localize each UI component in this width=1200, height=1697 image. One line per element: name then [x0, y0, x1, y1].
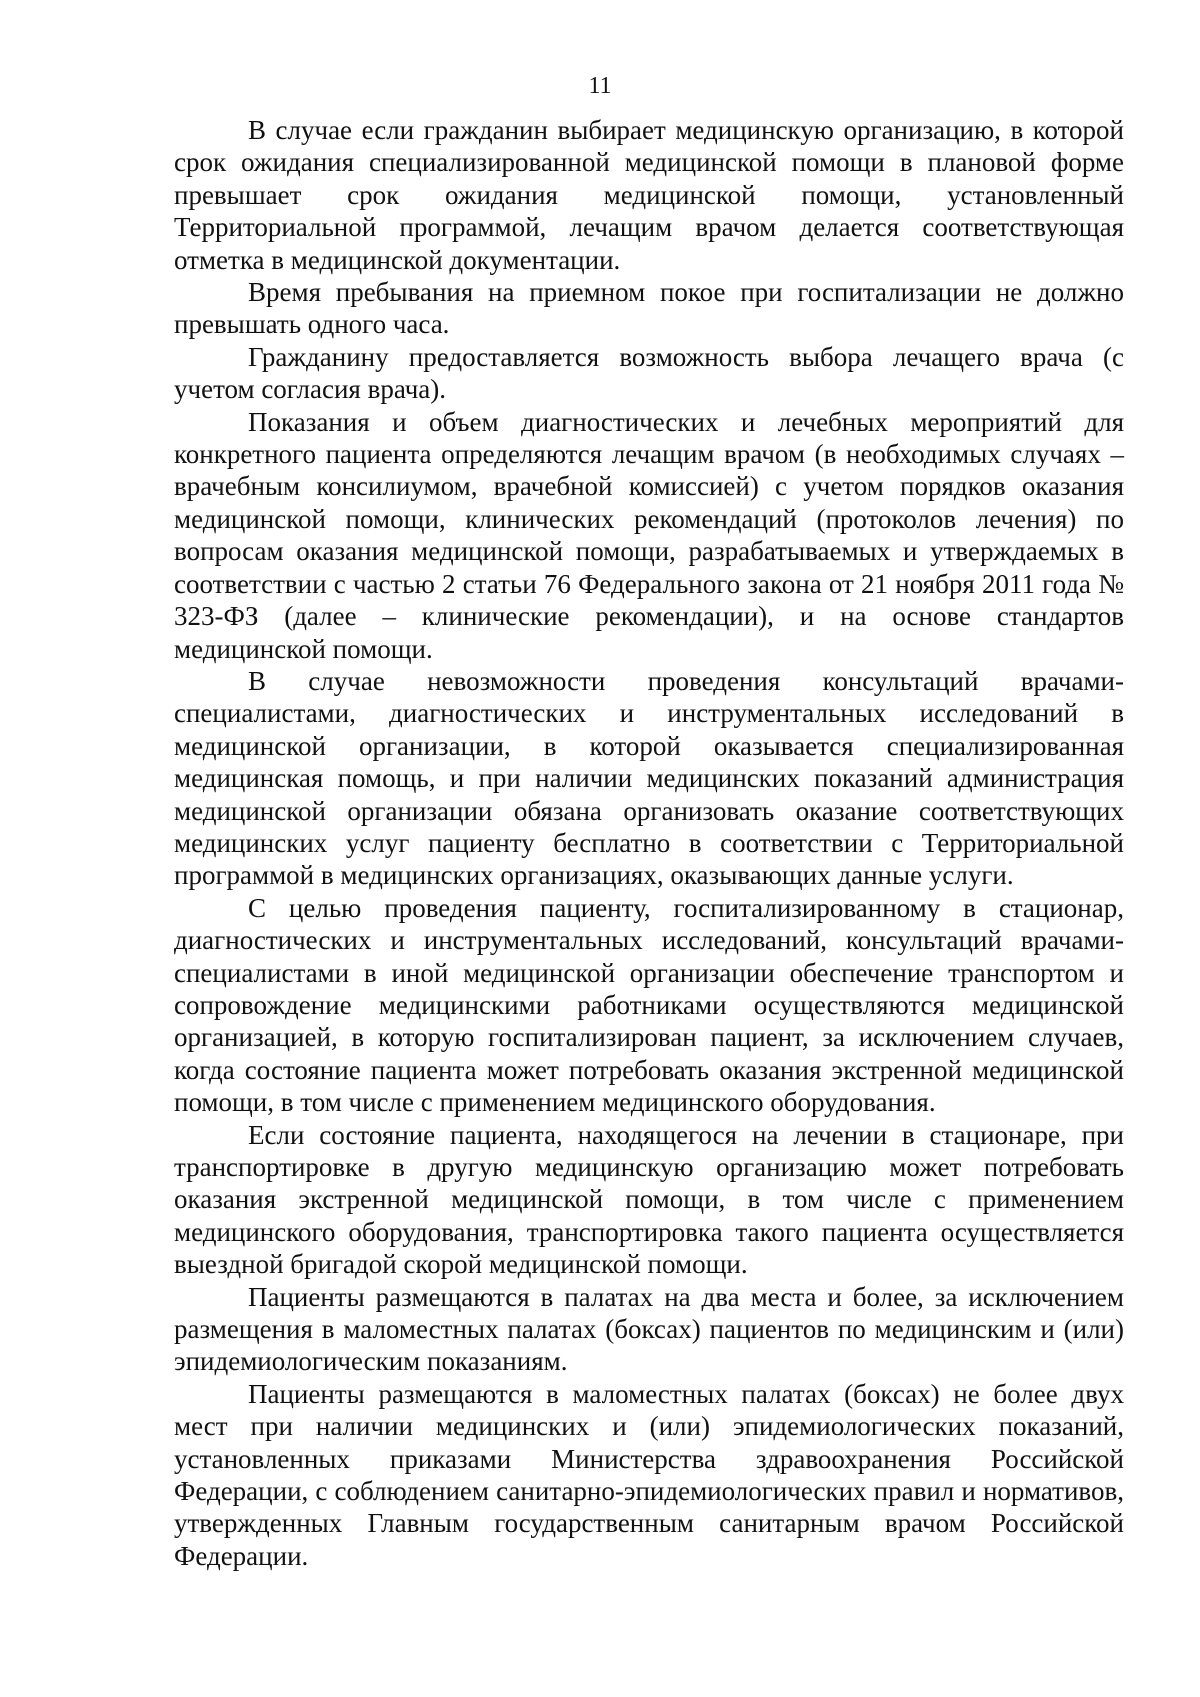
paragraph-ward-placement: Пациенты размещаются в палатах на два места и более, за исключением размещения в маломестных палатах (боксах) пациентов по медицинским и (или) эпидемиологическим показаниям. [174, 1281, 1124, 1377]
page-number: 11 [588, 73, 612, 99]
paragraph-emergency-transport: Если состояние пациента, находящегося на лечении в стационаре, при транспортировке в другую медицинскую организацию может потребовать оказания экстренной медицинской помощи, в том числе с применением медицинского оборудования, транспортировка такого пациента осуществляется выездной бригадой скорой медицинской помощи. [174, 1119, 1124, 1280]
document-body [174, 114, 1124, 1572]
paragraph-small-ward-placement: Пациенты размещаются в маломестных палатах (боксах) не более двух мест при наличии медицинских и (или) эпидемиологических показаний, установленных приказами Министерства здравоохранения Российской Федерации, с соблюдением санитарно-эпидемиологических правил и нормативов, утвержденных Главным государственным санитарным врачом Российской Федерации. [174, 1378, 1124, 1571]
paragraph-choice-of-doctor: Гражданину предоставляется возможность выбора лечащего врача (с учетом согласия врача). [174, 341, 1124, 405]
paragraph-indications-and-scope: Показания и объем диагностических и лечебных мероприятий для конкретного пациента определяются лечащим врачом (в необходимых случаях – врачебным консилиумом, врачебной комиссией) с учетом порядков оказания медицинской помощи, клинических рекомендаций (протоколов лечения) по вопросам оказания медицинской помощи, разрабатываемых и утверждаемых в соответствии с частью 2 статьи 76 Федерального закона от 21 ноября 2011 года № 323-ФЗ (далее – клинические рекомендации), и на основе стандартов медицинской помощи. [174, 406, 1124, 664]
paragraph-admission-time: Время пребывания на приемном покое при госпитализации не должно превышать одного часа. [174, 277, 1124, 340]
paragraph-external-services: В случае невозможности проведения консультаций врачами-специалистами, диагностических и инструментальных исследований в медицинской организации, в которой оказывается специализированная медицинская помощь, и при наличии медицинских показаний администрация медицинской организации обязана организовать оказание соответствующих медицинских услуг пациенту бесплатно в соответствии с Территориальной программой в медицинских организациях, оказывающих данные услуги. [174, 665, 1124, 891]
paragraph-choice-of-organization: В случае если гражданин выбирает медицинскую организацию, в которой срок ожидания специализированной медицинской помощи в плановой форме превышает срок ожидания медицинской помощи, установленный Территориальной программой, лечащим врачом делается соответствующая отметка в медицинской документации. [174, 115, 1124, 275]
paragraph-transport-and-escort: С целью проведения пациенту, госпитализированному в стационар, диагностических и инструментальных исследований, консультаций врачами-специалистами в иной медицинской организации обеспечение транспортом и сопровождение медицинскими работниками осуществляются медицинской организацией, в которую госпитализирован пациент, за исключением случаев, когда состояние пациента может потребовать оказания экстренной медицинской помощи, в том числе с применением медицинского оборудования. [174, 892, 1124, 1118]
